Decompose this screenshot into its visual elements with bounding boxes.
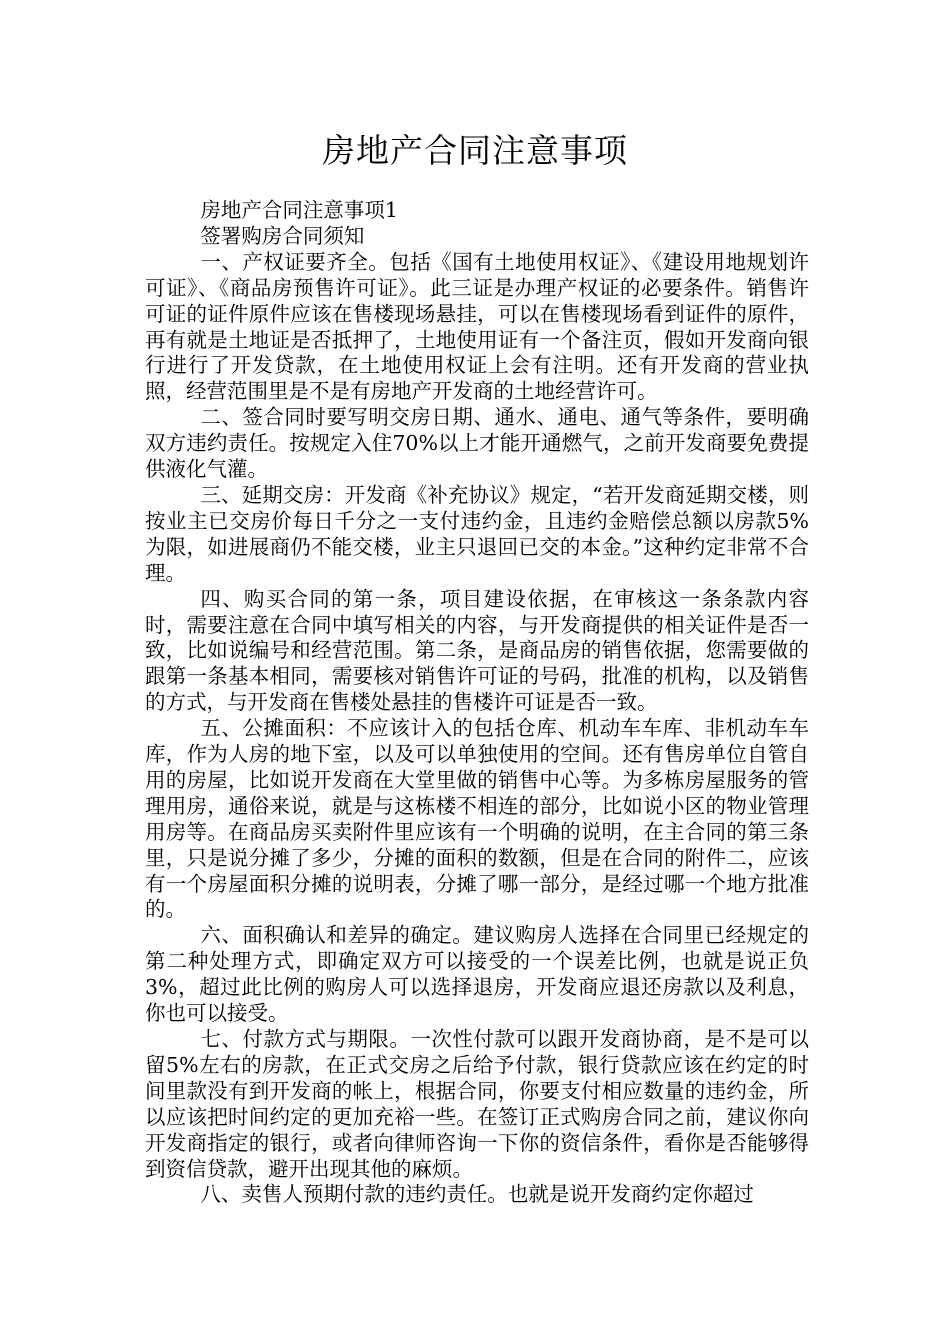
paragraph-7: 七、付款方式与期限。一次性付款可以跟开发商协商，是不是可以留5%左右的房款，在正式交房之后给予付款，银行贷款应该在约定的时间里款没有到开发商的帐上，根据合同，你要支付相应数量的违约金，所以应该把时间约定的更加充裕一些。在签订正式购房合同之前，建议你向开发商指定的银行，或者向律师咨询一下你的资信条件，看你是否能够得到资信贷款，避开出现其他的麻烦。: [145, 1027, 809, 1181]
document-body: [145, 198, 809, 1208]
paragraph-4: 四、购买合同的第一条，项目建设依据，在审核这一条条款内容时，需要注意在合同中填写相关的内容，与开发商提供的相关证件是否一致，比如说编号和经营范围。第二条，是商品房的销售依据，您需要做的跟第一条基本相同，需要核对销售许可证的号码，批准的机构，以及销售的方式，与开发商在售楼处悬挂的售楼许可证是否一致。: [145, 586, 809, 715]
paragraph-3: 三、延期交房：开发商《补充协议》规定，“若开发商延期交楼，则按业主已交房价每日千分之一支付违约金，且违约金赔偿总额以房款5%为限，如进展商仍不能交楼，业主只退回已交的本金。”这种约定非常不合理。: [145, 482, 809, 585]
paragraph-1: 一、产权证要齐全。包括《国有土地使用权证》、《建设用地规划许可证》、《商品房预售许可证》。此三证是办理产权证的必要条件。销售许可证的证件原件应该在售楼现场悬挂，可以在售楼现场看到证件的原件，再有就是土地证是否抵押了，土地使用证有一个备注页，假如开发商向银行进行了开发贷款，在土地使用权证上会有注明。还有开发商的营业执照，经营范围里是不是有房地产开发商的土地经营许可。: [145, 249, 809, 404]
paragraph-8: 八、卖售人预期付款的违约责任。也就是说开发商约定你超过: [200, 1182, 754, 1207]
section-subheading: 签署购房合同须知: [200, 223, 365, 248]
document-title: 房地产合同注意事项: [322, 131, 628, 170]
paragraph-2: 二、签合同时要写明交房日期、通水、通电、通气等条件，要明确双方违约责任。按规定入住70%以上才能开通燃气，之前开发商要免费提供液化气灌。: [145, 405, 809, 482]
paragraph-5: 五、公摊面积：不应该计入的包括仓库、机动车车库、非机动车车库，作为人房的地下室，以及可以单独使用的空间。还有售房单位自管自用的房屋，比如说开发商在大堂里做的销售中心等。为多栋房屋服务的管理用房，通俗来说，就是与这栋楼不相连的部分，比如说小区的物业管理用房等。在商品房买卖附件里应该有一个明确的说明，在主合同的第三条里，只是说分摊了多少，分摊的面积的数额，但是在合同的附件二，应该有一个房屋面积分摊的说明表，分摊了哪一部分，是经过哪一个地方批准的。: [145, 716, 809, 922]
paragraph-6: 六、面积确认和差异的确定。建议购房人选择在合同里已经规定的第二种处理方式，即确定双方可以接受的一个误差比例，也就是说正负3%，超过此比例的购房人可以选择退房，开发商应退还房款以及利息，你也可以接受。: [145, 923, 809, 1026]
section-heading: 房地产合同注意事项1: [200, 198, 398, 222]
